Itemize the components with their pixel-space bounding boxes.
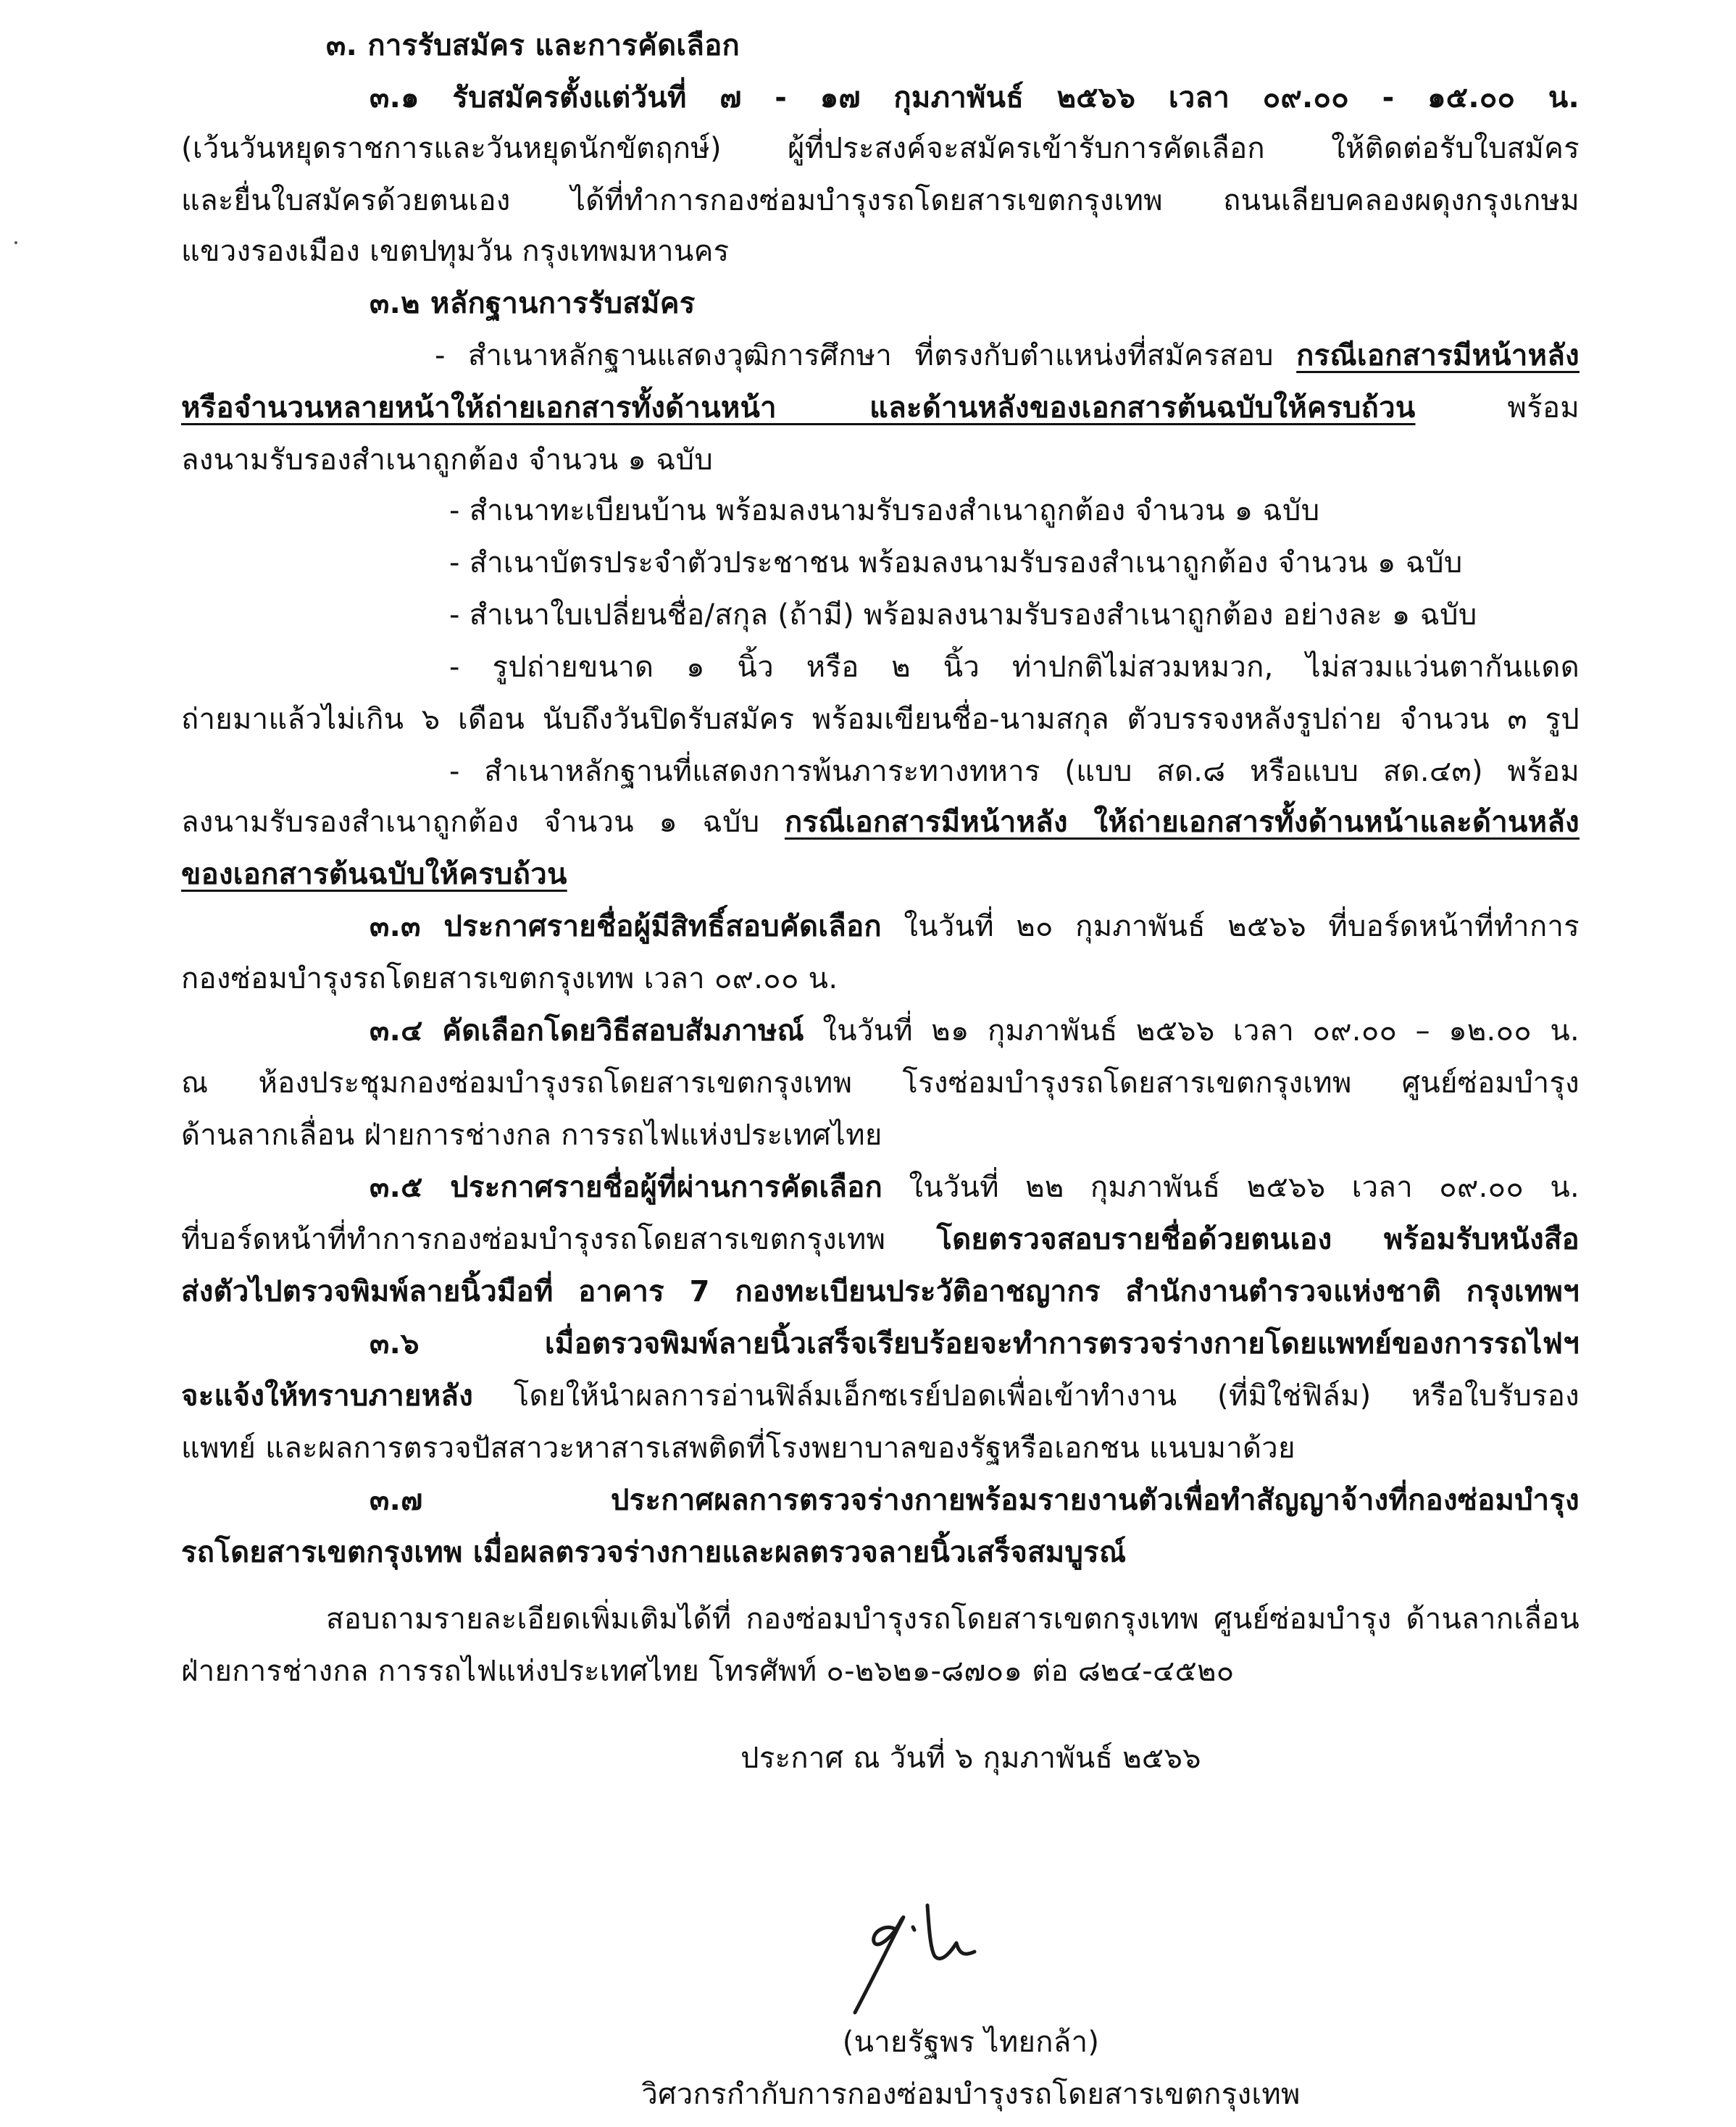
section-3-4-heading: ๓.๔ คัดเลือกโดยวิธีสอบสัมภาษณ์ (370, 1014, 805, 1048)
list-item-text: ลงนามรับรองสำเนาถูกต้อง จำนวน ๑ ฉบับ (181, 806, 785, 839)
list-item-continuation: ลงนามรับรองสำเนาถูกต้อง จำนวน ๑ ฉบับ (181, 443, 714, 477)
signatory-name (181, 2017, 1736, 2068)
signatory-title (181, 2069, 1736, 2120)
contact-line: ฝ่ายการช่างกล การรถไฟแห่งประเทศไทย โทรศัพท์ ๐-๒๖๒๑-๘๗๐๑ ต่อ ๘๒๔-๔๕๒๐ (181, 1655, 1235, 1688)
scan-speck (14, 241, 17, 244)
paragraph-line: ส่งตัวไปตรวจพิมพ์ลายนิ้วมือที่ อาคาร 7 กองทะเบียนประวัติอาชญากร สำนักงานตำรวจแห่งชาติ กรุงเทพฯ (181, 1275, 1579, 1308)
paragraph-text: ในวันที่ ๒๑ กุมภาพันธ์ ๒๕๖๖ เวลา ๐๙.๐๐ – ๑๒.๐๐ น. (804, 1014, 1579, 1048)
emphasis-text: ของเอกสารต้นฉบับให้ครบถ้วน (181, 858, 567, 891)
paragraph-text: ในวันที่ ๒๒ กุมภาพันธ์ ๒๕๖๖ เวลา ๐๙.๐๐ น. (882, 1171, 1579, 1204)
list-item-text: พร้อม (1415, 391, 1579, 425)
paragraph-line: กองซ่อมบำรุงรถโดยสารเขตกรุงเทพ เวลา ๐๙.๐๐ น. (181, 962, 838, 995)
announce-date (181, 1733, 1736, 1784)
paragraph-line: ณ ห้องประชุมกองซ่อมบำรุงรถโดยสารเขตกรุงเทพ โรงซ่อมบำรุงรถโดยสารเขตกรุงเทพ ศูนย์ซ่อมบำรุง (181, 1066, 1579, 1100)
emphasis-text: โดยตรวจสอบรายชื่อด้วยตนเอง พร้อมรับหนังสือ (936, 1223, 1579, 1256)
section-3-2-heading: ๓.๒ หลักฐานการรับสมัคร (370, 287, 696, 320)
list-item (435, 330, 1579, 381)
signatory-title-text: วิศวกรกำกับการกองซ่อมบำรุงรถโดยสารเขตกรุงเทพ (641, 2078, 1301, 2111)
section-3-3 (370, 901, 1579, 952)
list-item: - รูปถ่ายขนาด ๑ นิ้ว หรือ ๒ นิ้ว ท่าปกติไม่สวมหมวก, ไม่สวมแว่นตากันแดด (449, 651, 1579, 684)
emphasis-text: กรณีเอกสารมีหน้าหลัง ให้ถ่ายเอกสารทั้งด้านหน้าและด้านหลัง (784, 806, 1579, 839)
section-3-5-heading: ๓.๕ ประกาศรายชื่อผู้ที่ผ่านการคัดเลือก (370, 1171, 883, 1204)
section-3-1-heading: ๓.๑ รับสมัครตั้งแต่วันที่ ๗ - ๑๗ กุมภาพันธ์ ๒๕๖๖ เวลา ๐๙.๐๐ - ๑๕.๐๐ น. (370, 81, 1579, 114)
paragraph-line: แพทย์ และผลการตรวจปัสสาวะหาสารเสพติดที่โรงพยาบาลของรัฐหรือเอกชน แนบมาด้วย (181, 1432, 1295, 1465)
list-item-continuation (181, 797, 1579, 848)
signature-graphic (804, 1898, 1043, 2021)
section-heading: ๓. การรับสมัคร และการคัดเลือก (326, 29, 740, 62)
paragraph-line: รถโดยสารเขตกรุงเทพ เมื่อผลตรวจร่างกายและผลตรวจลายนิ้วเสร็จสมบูรณ์ (181, 1536, 1127, 1569)
list-item-text: - สำเนาหลักฐานแสดงวุฒิการศึกษา ที่ตรงกับตำแหน่งที่สมัครสอบ (435, 339, 1297, 372)
section-3-3-heading: ๓.๓ ประกาศรายชื่อผู้มีสิทธิ์สอบคัดเลือก (370, 910, 882, 943)
emphasis-text: จะแจ้งให้ทราบภายหลัง (181, 1379, 474, 1413)
emphasis-text: หรือจำนวนหลายหน้าให้ถ่ายเอกสารทั้งด้านหน้า และด้านหลังของเอกสารต้นฉบับให้ครบถ้วน (181, 391, 1416, 425)
list-item-continuation (181, 383, 1579, 433)
list-item: - สำเนาบัตรประจำตัวประชาชน พร้อมลงนามรับรองสำเนาถูกต้อง จำนวน ๑ ฉบับ (449, 546, 1463, 580)
paragraph-text: ที่บอร์ดหน้าที่ทำการกองซ่อมบำรุงรถโดยสารเขตกรุงเทพ (181, 1223, 937, 1256)
list-item-continuation: ถ่ายมาแล้วไม่เกิน ๖ เดือน นับถึงวันปิดรับสมัคร พร้อมเขียนชื่อ-นามสกุล ตัวบรรจงหลังรูปถ่าย จำนวน ๓ รูป (181, 703, 1579, 736)
section-3-5 (370, 1162, 1579, 1213)
emphasis-text: กรณีเอกสารมีหน้าหลัง (1296, 339, 1579, 372)
paragraph-line: และยื่นใบสมัครด้วยตนเอง ได้ที่ทำการกองซ่อมบำรุงรถโดยสารเขตกรุงเทพ ถนนเลียบคลองผดุงกรุงเกษม (181, 184, 1579, 217)
announce-date-text: ประกาศ ณ วันที่ ๖ กุมภาพันธ์ ๒๕๖๖ (740, 1742, 1201, 1775)
section-3-4 (370, 1006, 1579, 1056)
paragraph-line: (เว้นวันหยุดราชการและวันหยุดนักขัตฤกษ์) ผู้ที่ประสงค์จะสมัครเข้ารับการคัดเลือก ให้ติดต่อรับใบสมัคร (181, 132, 1579, 165)
list-item: - สำเนาใบเปลี่ยนชื่อ/สกุล (ถ้ามี) พร้อมลงนามรับรองสำเนาถูกต้อง อย่างละ ๑ ฉบับ (449, 598, 1477, 632)
paragraph-line: แขวงรองเมือง เขตปทุมวัน กรุงเทพมหานคร (181, 235, 730, 268)
contact-line: สอบถามรายละเอียดเพิ่มเติมได้ที่ กองซ่อมบำรุงรถโดยสารเขตกรุงเทพ ศูนย์ซ่อมบำรุง ด้านลากเลื่อน (326, 1602, 1579, 1636)
signature (804, 1898, 1043, 2021)
signatory-name-text: (นายรัฐพร ไทยกล้า) (842, 2026, 1100, 2059)
paragraph-line (181, 1371, 1579, 1421)
list-item: - สำเนาทะเบียนบ้าน พร้อมลงนามรับรองสำเนาถูกต้อง จำนวน ๑ ฉบับ (449, 494, 1320, 527)
paragraph-line (181, 1214, 1579, 1265)
paragraph-text: โดยให้นำผลการอ่านฟิล์มเอ็กซเรย์ปอดเพื่อเข้าทำงาน (ที่มิใช่ฟิล์ม) หรือใบรับรอง (473, 1379, 1579, 1413)
paragraph-line: ด้านลากเลื่อน ฝ่ายการช่างกล การรถไฟแห่งประเทศไทย (181, 1119, 882, 1152)
list-item: - สำเนาหลักฐานที่แสดงการพ้นภาระทางทหาร (แบบ สด.๘ หรือแบบ สด.๔๓) พร้อม (449, 755, 1579, 788)
section-3-7-heading: ๓.๗ ประกาศผลการตรวจร่างกายพร้อมรายงานตัวเพื่อทำสัญญาจ้างที่กองซ่อมบำรุง (370, 1484, 1579, 1517)
section-3-6-heading: ๓.๖ เมื่อตรวจพิมพ์ลายนิ้วเสร็จเรียบร้อยจะทำการตรวจร่างกายโดยแพทย์ของการรถไฟฯ (370, 1327, 1579, 1361)
paragraph-text: ในวันที่ ๒๐ กุมภาพันธ์ ๒๕๖๖ ที่บอร์ดหน้าที่ทำการ (881, 910, 1580, 943)
